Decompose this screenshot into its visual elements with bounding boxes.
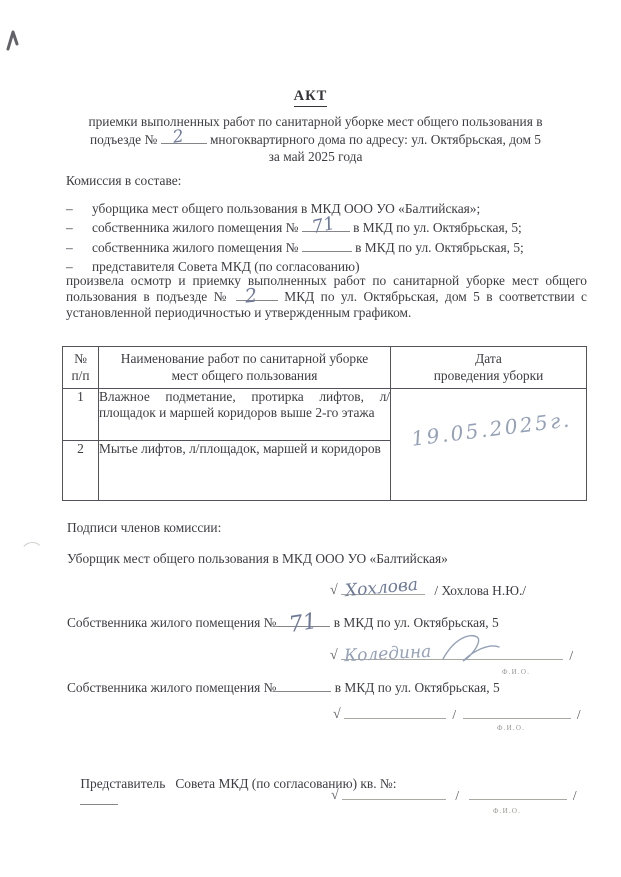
entrance-number-blank xyxy=(161,126,207,148)
representative-text: Представитель Совета МКД (по согласованию) кв. №: xyxy=(80,776,397,791)
handwritten-apartment-71: 71 xyxy=(287,608,320,639)
table-header-row xyxy=(63,347,587,389)
handwritten-signature-khokhlova: Хохлова xyxy=(344,574,419,602)
subtitle-line2-after: многоквартирного дома по адресу: ул. Октябрьская, дом 5 xyxy=(209,131,541,147)
slash: / xyxy=(572,788,577,803)
works-table xyxy=(62,346,587,501)
handwritten-entrance-number: 2 xyxy=(171,126,185,148)
check-mark: √ xyxy=(333,707,341,722)
member-text-after: в МКД по ул. Октябрьская, 5; xyxy=(355,239,524,255)
fio-label: Ф.И.О. xyxy=(493,807,522,815)
paragraph-after: МКД по ул. Октябрьская, дом 5 в соответствии с установленной периодичностью и утвержденным графиком. xyxy=(66,288,587,320)
list-item xyxy=(66,238,590,257)
slash: / xyxy=(576,707,581,722)
row-num: 1 xyxy=(63,389,99,441)
signature-blank xyxy=(341,574,425,602)
signature-blank xyxy=(344,707,446,719)
header-date xyxy=(391,347,587,389)
cleaner-label: Уборщик мест общего пользования в МКД ООО УО «Балтийская» xyxy=(67,551,448,566)
handwritten-entrance-number-2: 2 xyxy=(243,284,258,308)
row-work: Влажное подметание, протирка лифтов, л/площадок и маршей коридоров выше 2-го этажа xyxy=(99,389,391,441)
table-row xyxy=(63,389,587,441)
slash: / xyxy=(569,648,574,663)
slash: / xyxy=(452,707,457,722)
owner1-apartment-blank xyxy=(276,608,330,639)
printed-name: / Хохлова Н.Ю./ xyxy=(434,583,527,598)
dash-bullet: – xyxy=(66,220,73,236)
owner2-apartment-blank xyxy=(276,680,331,692)
slash: / xyxy=(455,788,460,803)
owner1-label xyxy=(67,608,499,639)
header-work-line1: Наименование работ по санитарной уборке xyxy=(120,351,369,367)
fio-label: Ф.И.О. xyxy=(502,668,531,676)
header-num-line2: п/п xyxy=(71,367,90,383)
owner1-after: в МКД по ул. Октябрьская, 5 xyxy=(333,615,499,630)
signature-row-representative xyxy=(331,788,580,815)
header-num-line1: № xyxy=(74,351,87,367)
member-text-after: в МКД по ул. Октябрьская, 5; xyxy=(353,220,522,236)
dash-bullet: – xyxy=(66,258,73,274)
fio-label: Ф.И.О. xyxy=(497,724,526,732)
check-mark: √ xyxy=(330,583,338,598)
member-text-before: собственника жилого помещения № xyxy=(92,220,299,236)
handwritten-signature-koledina: Коледина xyxy=(343,641,432,667)
header-date-line1: Дата xyxy=(475,351,502,367)
signature-flourish xyxy=(437,631,509,665)
name-blank xyxy=(463,707,571,719)
list-item-text: уборщика мест общего пользования в МКД ООО УО «Балтийская»; xyxy=(92,201,481,216)
subtitle-line3: за май 2025 года xyxy=(268,149,363,164)
signature-row-cleaner xyxy=(330,574,527,602)
subtitle-line2 xyxy=(40,126,591,149)
check-mark: √ xyxy=(331,788,339,803)
owner2-after: в МКД по ул. Октябрьская, 5 xyxy=(334,680,500,695)
list-item-text xyxy=(92,238,524,257)
name-blank xyxy=(469,788,567,800)
subtitle-line1: приемки выполненных работ по санитарной уборке мест общего пользования в xyxy=(88,114,543,129)
handwritten-apartment-number: 71 xyxy=(309,212,337,239)
list-item-text: представителя Совета МКД (по согласованию) xyxy=(92,258,360,274)
row-num: 2 xyxy=(63,441,99,501)
dash-bullet: – xyxy=(66,239,73,255)
header-work xyxy=(99,347,391,389)
apartment-number-blank xyxy=(302,212,350,239)
commission-heading: Комиссия в составе: xyxy=(66,173,182,188)
list-item-text xyxy=(92,212,522,239)
page-title xyxy=(0,88,621,107)
signature-row-owner2 xyxy=(333,707,584,732)
owner1-before: Собственника жилого помещения № xyxy=(67,615,277,630)
check-mark: √ xyxy=(330,648,338,663)
owner2-before: Собственника жилого помещения № xyxy=(67,680,277,695)
list-item xyxy=(66,212,590,239)
list-item xyxy=(66,199,590,218)
commission-list xyxy=(66,199,590,276)
subtitle-line2-before: подъезде № xyxy=(89,131,158,147)
signature-blank xyxy=(341,641,563,667)
paragraph-before: произвела осмотр и приемку выполненных работ по санитарной уборке мест общего пользования в подъезде № xyxy=(66,273,587,304)
inspection-paragraph xyxy=(66,273,587,320)
handwritten-cleaning-date: 19.05.2025г. xyxy=(410,407,573,451)
apartment-number-blank xyxy=(302,240,352,252)
header-work-line2: мест общего пользования xyxy=(171,367,318,383)
row-date-merged xyxy=(391,389,587,501)
dash-bullet: – xyxy=(66,201,73,216)
signature-blank xyxy=(342,788,446,800)
header-num xyxy=(63,347,99,389)
row-work: Мытье лифтов, л/площадок, маршей и коридоров xyxy=(99,441,391,501)
title-text: АКТ xyxy=(294,88,328,107)
signature-row-owner1 xyxy=(330,641,576,676)
subtitle xyxy=(40,113,591,166)
scan-mark-top-left xyxy=(5,29,21,51)
header-date-line2: проведения уборки xyxy=(433,367,544,383)
owner2-label xyxy=(67,679,500,696)
representative-apartment-blank xyxy=(80,793,118,805)
scan-mark-left-margin xyxy=(20,541,45,557)
entrance-number-blank-2 xyxy=(236,284,278,308)
signatures-heading: Подписи членов комиссии: xyxy=(67,520,222,535)
member-text-before: собственника жилого помещения № xyxy=(92,239,299,255)
